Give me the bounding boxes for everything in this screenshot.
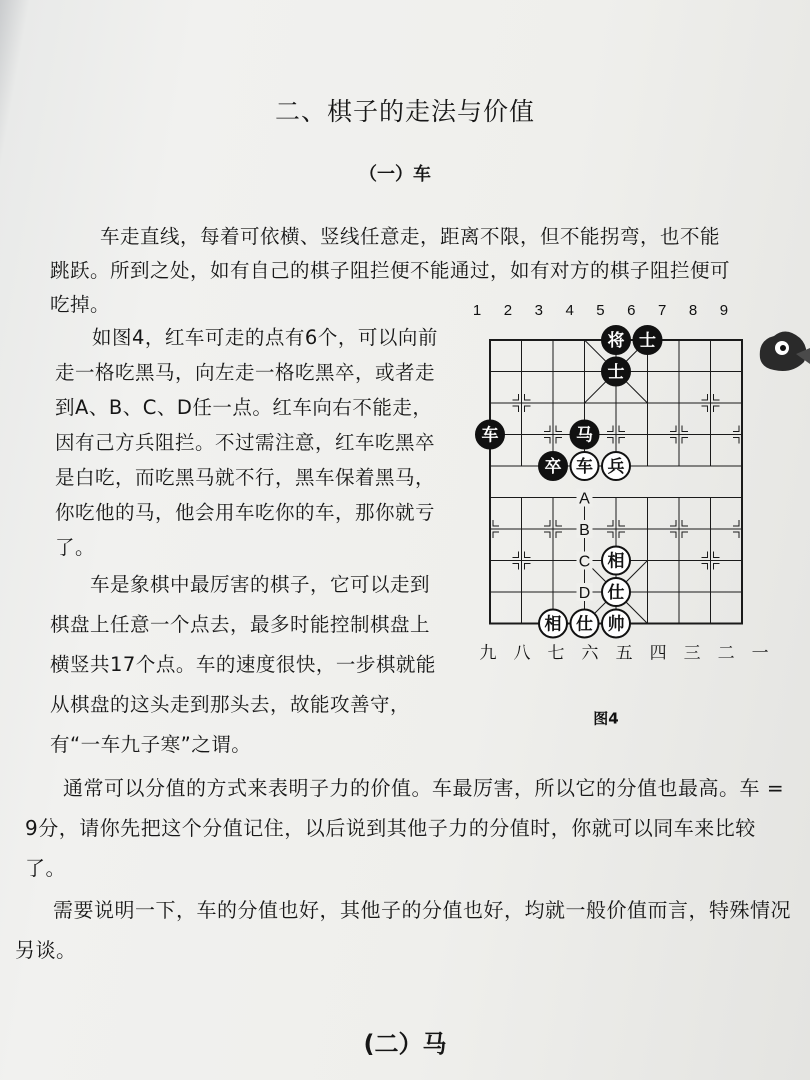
file-number-bottom: 一 bbox=[751, 643, 769, 664]
piece-label: 车 bbox=[481, 425, 499, 446]
point-marker bbox=[702, 552, 708, 558]
point-marker bbox=[513, 552, 519, 558]
point-marker bbox=[733, 426, 739, 432]
piece-label: 卒 bbox=[544, 457, 562, 477]
point-marker bbox=[493, 520, 499, 526]
paragraph-figure-explanation: 如图4，红车可走的点有6个，可以向前走一格吃黑马，向左走一格吃黑卒，或者走到A、B、C、D任一点。红车向右不能走，因有己方兵阻拦。不过需注意，红车吃黑卒是白吃，而吃黑马就不行，黑车保着黑马，你吃他的马，他会用车吃你的车，那你就亏了。 bbox=[55, 326, 438, 559]
piece-label: 马 bbox=[576, 425, 593, 446]
point-marker bbox=[702, 394, 708, 400]
file-number-top: 4 bbox=[565, 302, 574, 319]
paragraph-value-note: 需要说明一下，车的分值也好，其他子的分值也好，均就一般价值而言，特殊情况另谈。 bbox=[15, 898, 791, 962]
chapter-title: 二、棋子的走法与价值 bbox=[274, 97, 535, 126]
piece-label: 相 bbox=[607, 551, 625, 572]
point-marker bbox=[682, 426, 688, 432]
point-marker bbox=[682, 532, 688, 538]
point-marker bbox=[619, 532, 625, 538]
file-number-bottom: 二 bbox=[717, 643, 735, 664]
file-number-bottom: 四 bbox=[649, 643, 667, 664]
point-marker bbox=[525, 394, 531, 400]
piece-label: 士 bbox=[607, 362, 625, 383]
point-marker bbox=[525, 406, 531, 412]
point-marker bbox=[513, 406, 519, 412]
point-marker bbox=[733, 438, 739, 444]
point-marker bbox=[525, 552, 531, 558]
piece-label: 车 bbox=[576, 457, 593, 477]
point-marker bbox=[714, 564, 720, 570]
paragraph-chariot-moves: 车走直线，每着可依横、竖线任意走，距离不限，但不能拐弯，也不能跳跃。所到之处，如有自己的棋子阻拦便不能通过，如有对方的棋子阻拦便可吃掉。 bbox=[50, 225, 731, 316]
file-number-top: 9 bbox=[719, 302, 729, 319]
board-svg bbox=[460, 295, 790, 735]
point-marker bbox=[556, 426, 562, 432]
cartoon-decoration-icon bbox=[752, 318, 810, 376]
point-marker bbox=[714, 406, 720, 412]
figure-caption: 图4 bbox=[593, 709, 619, 728]
point-label: A bbox=[579, 490, 590, 508]
piece-label: 士 bbox=[639, 331, 656, 351]
file-number-top: 3 bbox=[534, 302, 543, 319]
point-marker bbox=[670, 426, 676, 432]
point-marker bbox=[513, 564, 519, 570]
point-marker bbox=[544, 532, 550, 538]
file-number-bottom: 五 bbox=[615, 643, 633, 664]
point-marker bbox=[702, 564, 708, 570]
point-marker bbox=[607, 438, 613, 444]
piece-label: 相 bbox=[544, 614, 562, 635]
file-number-bottom: 六 bbox=[581, 643, 599, 664]
point-marker bbox=[670, 438, 676, 444]
point-marker bbox=[619, 520, 625, 526]
xiangqi-diagram bbox=[460, 295, 790, 735]
point-marker bbox=[670, 532, 676, 538]
point-marker bbox=[670, 520, 676, 526]
point-marker bbox=[619, 438, 625, 444]
point-marker bbox=[702, 406, 708, 412]
point-marker bbox=[733, 532, 739, 538]
point-marker bbox=[525, 564, 531, 570]
piece-label: 将 bbox=[607, 331, 625, 351]
file-number-top: 1 bbox=[472, 302, 482, 319]
point-label: D bbox=[578, 585, 591, 602]
point-marker bbox=[714, 394, 720, 400]
point-marker bbox=[733, 520, 739, 526]
point-marker bbox=[607, 426, 613, 432]
section-heading-horse: (二）马 bbox=[363, 1030, 447, 1058]
piece-label: 仕 bbox=[607, 583, 625, 603]
file-number-bottom: 七 bbox=[547, 643, 565, 664]
point-marker bbox=[556, 438, 562, 444]
file-number-top: 6 bbox=[627, 302, 636, 319]
paragraph-value-score: 通常可以分值的方式来表明子力的价值。车最厉害，所以它的分值也最高。车 = 9分，请你先把这个分值记住，以后说到其他子力的分值时，你就可以同车来比较了。 bbox=[25, 776, 785, 880]
file-number-top: 5 bbox=[596, 302, 605, 319]
point-label: B bbox=[579, 522, 590, 539]
section-heading-chariot: （一）车 bbox=[359, 164, 431, 185]
point-marker bbox=[714, 552, 720, 558]
point-marker bbox=[607, 532, 613, 538]
file-number-top: 2 bbox=[503, 302, 513, 319]
piece-label: 仕 bbox=[576, 614, 593, 635]
file-number-top: 7 bbox=[658, 302, 667, 319]
piece-label: 兵 bbox=[607, 457, 625, 477]
paragraph-chariot-power: 车是象棋中最厉害的棋子，它可以走到棋盘上任意一个点去，最多时能控制棋盘上横竖共17个点。车的速度很快，一步棋就能从棋盘的这头走到那头去，故能攻善守，有“一车九子寒”之谓。 bbox=[50, 573, 436, 756]
point-marker bbox=[493, 532, 499, 538]
file-number-top: 8 bbox=[688, 302, 698, 319]
point-marker bbox=[682, 520, 688, 526]
file-number-bottom: 八 bbox=[513, 643, 531, 664]
file-number-bottom: 九 bbox=[479, 643, 497, 664]
point-marker bbox=[556, 532, 562, 538]
point-marker bbox=[544, 426, 550, 432]
point-marker bbox=[607, 520, 613, 526]
piece-label: 帅 bbox=[607, 614, 625, 635]
point-marker bbox=[682, 438, 688, 444]
point-marker bbox=[619, 426, 625, 432]
point-marker bbox=[556, 520, 562, 526]
point-marker bbox=[544, 438, 550, 444]
point-marker bbox=[513, 394, 519, 400]
file-number-bottom: 三 bbox=[683, 643, 701, 664]
point-marker bbox=[544, 520, 550, 526]
point-label: C bbox=[578, 553, 591, 571]
